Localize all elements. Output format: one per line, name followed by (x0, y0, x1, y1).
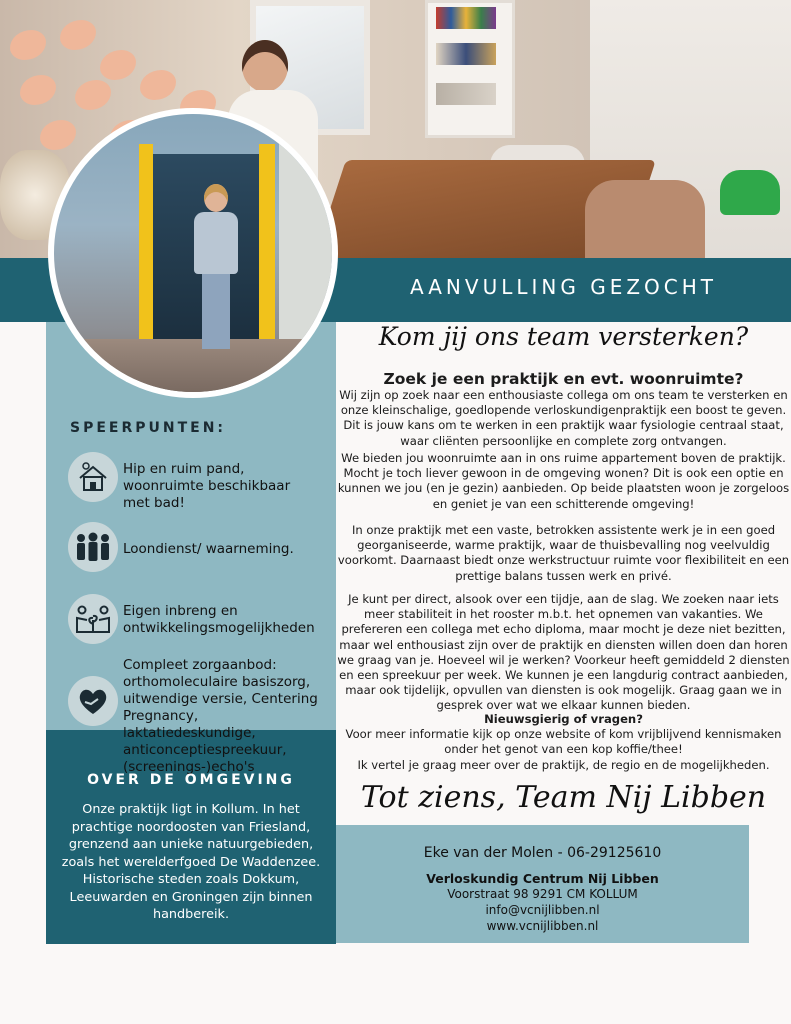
signoff: Tot ziens, Team Nij Libben (360, 780, 767, 815)
paragraph-1: Wij zijn op zoek naar een enthousiaste collega om ons team te versterken en onze kleinschalige, goedlopende verloskundigenpraktijk een boost te geven. Dit is jouw kans om te werken in een praktijk waar fysiologie centraal staat, waar cliënten persoonlijke en complete zorg ontvangen. (339, 388, 788, 448)
curious-title: Nieuwsgierig of vragen? (484, 712, 643, 726)
paragraph-4: Je kunt per direct, alsook over een tijdje, aan de slag. We zoeken naar iets meer stabiliteit in het rooster m.b.t. het opnemen van vakanties. We prefereren een collega met echo diploma, maar mocht je deze niet bezitten, maar wel enthousiast zijn over de praktijk en diensten willen doen dan horen we graag van je. Hoeveel wil je werken? Voorkeur heeft gemiddeld 2 diensten en een spreekuur per week. We kunnen je een langdurig contract aanbieden, maar ook tijdelijk, opvullen van diensten is ook mogelijk. Graag gaan we in gesprek over wat we elkaar kunnen bieden. (337, 592, 790, 713)
contact-org: Verloskundig Centrum Nij Libben (426, 871, 659, 886)
speerpunten-title: SPEERPUNTEN: (70, 420, 227, 436)
contact-name: Eke van der Molen - 06-29125610 (423, 845, 662, 861)
paragraph-3: In onze praktijk met een vaste, betrokken assistente werk je in een goed georganiseerde, warme praktijk, waar de thuisbevalling nog veelvuldig voorkomt. Daarnaast biedt onze werkstructuur ruimte voor flexibiliteit en een prettige balans tussen werk en privé. (337, 523, 790, 583)
curious-line-2: Ik vertel je graag meer over de praktijk, de regio en de mogelijkheden. (357, 757, 770, 772)
growth-icon (68, 594, 118, 644)
practice-photo (48, 108, 338, 398)
headline: Kom jij ons team versterken? (378, 322, 749, 351)
omgeving-text: Onze praktijk ligt in Kollum. In het prachtige noordoosten van Friesland, grenzend aan unieke natuurgebieden, zoals het werelderfgoed De Waddenzee. Historische steden zoals Dokkum, Leeuwarden en Groningen zijn binnen handbereik. (61, 802, 321, 922)
speerpunt-3: Eigen inbreng en ontwikkelingsmogelijkheden (123, 603, 315, 636)
curious-line-1: Voor meer informatie kijk op onze website of kom vrijblijvend kennismaken onder het genot van een kop koffie/thee! (345, 727, 782, 757)
contact-website[interactable]: www.vcnijlibben.nl (486, 919, 599, 933)
speerpunt-1: Hip en ruim pand, woonruimte beschikbaar met bad! (123, 461, 291, 511)
team-icon (68, 522, 118, 572)
speerpunt-2: Loondienst/ waarneming. (123, 541, 294, 557)
contact-address: Voorstraat 98 9291 CM KOLLUM (447, 887, 638, 901)
contact-email[interactable]: info@vcnijlibben.nl (485, 903, 600, 917)
heart-hand-icon (68, 676, 118, 726)
subheadline: Zoek je een praktijk en evt. woonruimte? (383, 370, 744, 388)
house-icon (68, 452, 118, 502)
page-title: AANVULLING GEZOCHT (410, 275, 717, 299)
speerpunt-4: Compleet zorgaanbod: orthomoleculaire basiszorg, uitwendige versie, Centering Pregnancy, laktatiedeskundige, anticonceptiespreekuur, (screenings-)echo's (123, 657, 318, 775)
paragraph-2: We bieden jou woonruimte aan in ons ruime appartement boven de praktijk. Mocht je toch liever gewoon in de omgeving wonen? Dit is ook een optie en kunnen we jou (en je gezin) aanbieden. Op beide plaatsten woon je zorgeloos en geniet je van een schitterende omgeving! (337, 451, 790, 511)
contact-box (336, 825, 749, 943)
curious-block (336, 712, 791, 773)
omgeving-title: OVER DE OMGEVING (87, 772, 295, 788)
